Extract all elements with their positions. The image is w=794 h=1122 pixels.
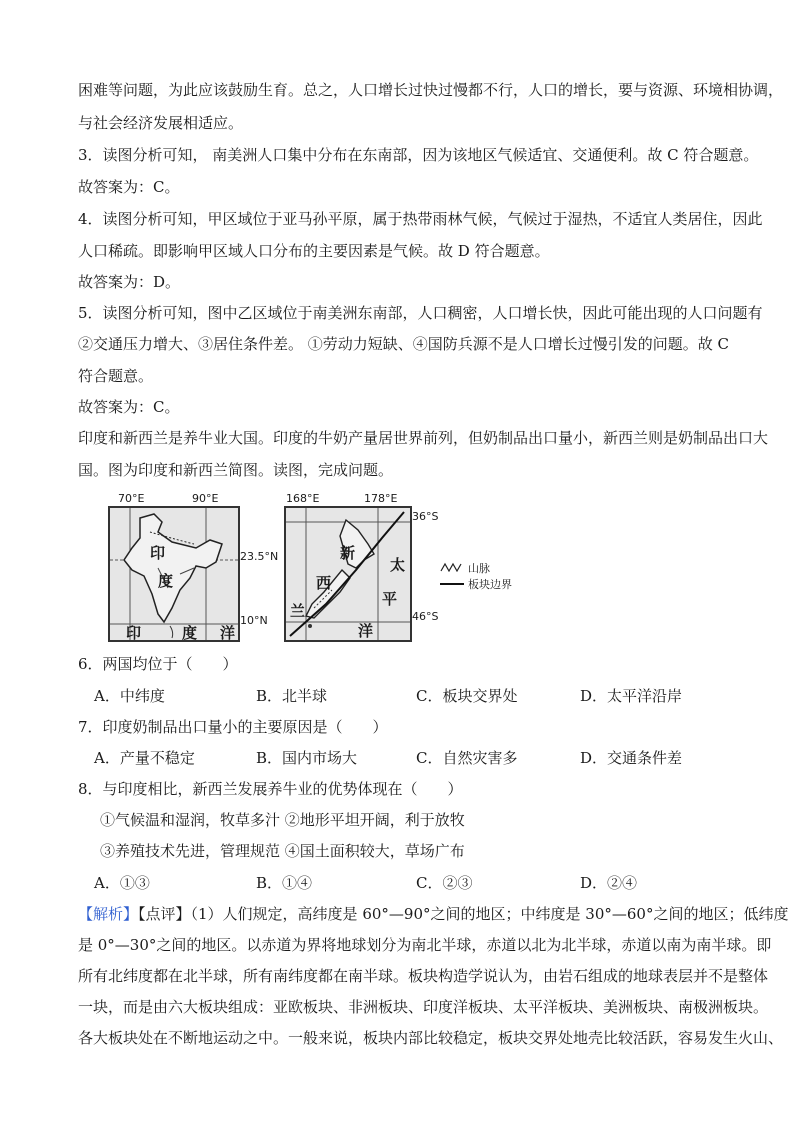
option: A．产量不稳定 [94,749,195,767]
option: B．国内市场大 [256,749,358,767]
india-lat-top: 23.5°N [240,550,279,563]
nz-lon-left: 168°E [286,492,320,505]
paragraph-line: 故答案为：C。 [78,178,180,196]
option: C．②③ [416,874,473,892]
india-map [108,506,240,642]
option: C．板块交界处 [416,687,518,705]
question-stem: 8．与印度相比，新西兰发展养牛业的优势体现在（ ） [78,780,463,798]
nz-label-char: 新 [340,544,356,562]
option: C．自然灾害多 [416,749,518,767]
option: A．中纬度 [94,687,165,705]
map-figure [108,492,528,648]
paragraph-line: ②交通压力增大、③居住条件差。 ①劳动力短缺、④国防兵源不是人口增长过慢引发的问题。故 C [78,335,730,353]
ocean-label-char: 平 [382,590,398,608]
analysis-line [78,904,788,924]
paragraph-line: 困难等问题，为此应该鼓励生育。总之，人口增长过快过慢都不行，人口的增长，要与资源、环境相协调， [78,81,784,99]
option-row [94,748,734,768]
ocean-label-char: 洋 [358,622,374,640]
ocean-label-char: 印 [126,624,142,642]
india-map-drawing [110,508,238,640]
india-lat-bottom: 10°N [240,614,268,627]
analysis-line: 所有北纬度都在北半球，所有南纬度都在南半球。板块构造学说认为，由岩石组成的地球表层并不是整体 [78,967,769,985]
india-label-char: 印 [150,544,166,562]
option: B．①④ [256,874,313,892]
question-stem: 6．两国均位于（ ） [78,655,238,673]
paragraph-line: 印度和新西兰是养牛业大国。印度的牛奶产量居世界前列，但奶制品出口量小，新西兰则是奶制品出口大 [78,429,769,447]
ocean-label-char: 度 [182,624,198,642]
analysis-line: 一块，而是由六大板块组成：亚欧板块、非洲板块、印度洋板块、太平洋板块、美洲板块、南极洲板块。 [78,998,769,1016]
paragraph-line: 符合题意。 [78,367,154,385]
nz-label-char: 兰 [290,602,306,620]
analysis-line: 是 0°—30°之间的地区。以赤道为界将地球划分为南北半球，赤道以北为北半球，赤道以南为南半球。即 [78,936,772,954]
option: D．②④ [580,874,638,892]
question-item: ①气候温和湿润，牧草多汁 ②地形平坦开阔，利于放牧 [100,811,465,829]
option: A．①③ [94,874,150,892]
option-row [94,873,734,893]
ocean-label-char: 洋 [220,624,236,642]
nz-lat-top: 36°S [412,510,439,523]
new-zealand-map [284,506,412,642]
analysis-line: 各大板块处在不断地运动之中。一般来说，板块内部比较稳定，板块交界处地壳比较活跃，容易发生火山、 [78,1029,784,1047]
paragraph-line: 与社会经济发展相适应。 [78,114,244,132]
legend-boundary-label: 板块边界 [468,578,512,591]
paragraph-line: 3．读图分析可知， 南美洲人口集中分布在东南部，因为该地区气候适宜、交通便利。故 C 符合题意。 [78,146,759,164]
analysis-tag: 【解析】 [78,905,139,923]
boundary-line-icon [440,582,464,586]
paragraph-line: 4．读图分析可知，甲区域位于亚马孙平原，属于热带雨林气候，气候过于湿热，不适宜人类居住，因此 [78,210,763,228]
nz-lat-bottom: 46°S [412,610,439,623]
nz-lon-right: 178°E [364,492,398,505]
option: B．北半球 [256,687,328,705]
india-lon-left: 70°E [118,492,145,505]
paragraph-line: 5．读图分析可知，图中乙区域位于南美洲东南部，人口稠密，人口增长快，因此可能出现的人口问题有 [78,304,763,322]
india-lon-right: 90°E [192,492,219,505]
option-row [94,686,734,706]
paragraph-line: 国。图为印度和新西兰简图。读图，完成问题。 [78,461,394,479]
option: D．太平洋沿岸 [580,687,683,705]
india-label-char: 度 [158,572,174,590]
question-item: ③养殖技术先进，管理规范 ④国土面积较大，草场广布 [100,842,465,860]
analysis-text: 【点评】（1）人们规定，高纬度是 60°—90°之间的地区；中纬度是 30°—60°之间的地区；低纬度 [138,905,789,923]
ocean-label-char: 太 [390,556,406,574]
question-stem: 7．印度奶制品出口量小的主要原因是（ ） [78,718,388,736]
mountain-symbol-icon [440,562,464,572]
paragraph-line: 故答案为：C。 [78,398,180,416]
paragraph-line: 故答案为：D。 [78,273,181,291]
nz-label-char: 西 [316,574,332,592]
option: D．交通条件差 [580,749,683,767]
legend-mountain-label: 山脉 [468,562,490,575]
paragraph-line: 人口稀疏。即影响甲区域人口分布的主要因素是气候。故 D 符合题意。 [78,242,550,260]
